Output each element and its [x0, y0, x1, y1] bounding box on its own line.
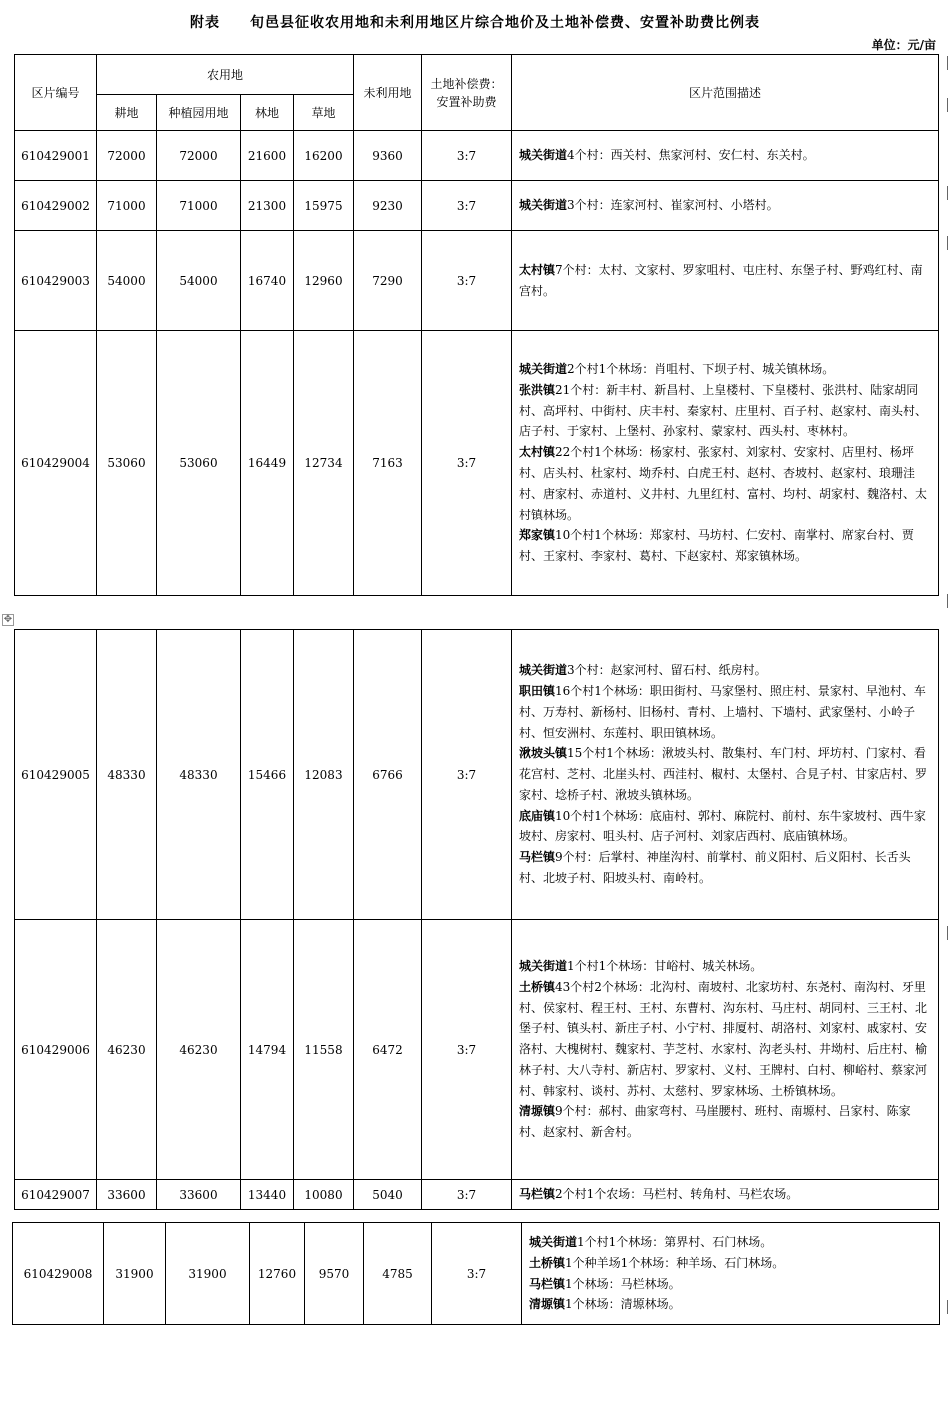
header-ratio: 土地补偿费：安置补助费 [422, 55, 512, 131]
town-villages: 4个村：西关村、焦家河村、安仁村、东关村。 [567, 148, 815, 163]
table-row [15, 630, 939, 920]
description-segment [529, 1253, 933, 1274]
description-segment [529, 1294, 933, 1315]
cultivated-value: 53060 [97, 331, 157, 596]
right-edge-mark [941, 594, 948, 608]
price-table-part-3 [12, 1222, 940, 1325]
cultivated-value: 33600 [97, 1180, 157, 1210]
ratio-value: 3:7 [432, 1223, 522, 1325]
ratio-value: 3:7 [422, 920, 512, 1180]
town-villages: 21个村：新丰村、新昌村、上皇楼村、下皇楼村、张洪村、陆家胡同村、高坪村、中街村、庆丰村、秦家村、庄里村、百子村、赵家村、南头村、店子村、于家村、上堡村、孙家村、蒙家村、西头村、枣林村。 [519, 382, 928, 439]
zone-description [512, 1180, 939, 1210]
right-edge-mark [941, 1300, 948, 1314]
town-name: 清塬镇 [529, 1297, 566, 1312]
forest-value: 14794 [241, 920, 294, 1180]
unused-value: 9360 [354, 131, 422, 181]
description-segment [519, 660, 932, 681]
ratio-value: 3:7 [422, 1180, 512, 1210]
town-villages: 22个村1个林场：杨家村、张家村、刘家村、安家村、店里村、杨坪村、店头村、杜家村、坳乔村、白虎王村、赵村、杏坡村、赵家村、琅珊洼村、唐家村、赤道村、义井村、九里红村、富村、均村、胡家村、魏洛村、太村镇林场。 [519, 445, 928, 522]
header-unused: 未利用地 [354, 55, 422, 131]
town-name: 太村镇 [519, 262, 556, 277]
unused-value: 6766 [354, 630, 422, 920]
table-row [15, 131, 939, 181]
description-segment [519, 359, 932, 380]
town-villages: 43个村2个林场：北沟村、南坡村、北家坊村、东尧村、南沟村、牙里村、侯家村、程王村、王村、东曹村、沟东村、马庄村、胡同村、三王村、北堡子村、镇头村、新庄子村、小宁村、排厦村、胡洛村、刘家村、戚家村、安洛村、大槐树村、魏家村、芋芝村、水家村、沟老头村、井坳村、后庄村、榆林子村、大八寺村、新店村、罗家村、义村、王牌村、白村、柳峪村、蔡家河村、韩家村、谈村、苏村、太慈村、罗家林场、土桥镇林场。 [519, 979, 928, 1098]
town-name: 太村镇 [519, 445, 556, 460]
forest-value: 15466 [241, 630, 294, 920]
town-villages: 1个林场：马栏林场。 [565, 1276, 681, 1291]
header-forest: 林地 [241, 95, 294, 131]
zone-code: 610429002 [15, 181, 97, 231]
town-name: 城关街道 [519, 362, 568, 377]
grass-value: 12734 [294, 331, 354, 596]
grass-value: 16200 [294, 131, 354, 181]
forest-value: 16449 [241, 331, 294, 596]
zone-description [522, 1223, 940, 1325]
unused-value: 7163 [354, 331, 422, 596]
header-agri-land: 农用地 [97, 55, 354, 95]
town-villages: 3个村：连家河村、崔家河村、小塔村。 [567, 198, 779, 213]
grass-value: 15975 [294, 181, 354, 231]
town-villages: 1个林场：清塬林场。 [565, 1297, 681, 1312]
right-edge-mark [941, 98, 948, 112]
town-name: 张洪镇 [519, 382, 556, 397]
grass-value: 12960 [294, 231, 354, 331]
table-row [15, 331, 939, 596]
ratio-value: 3:7 [422, 181, 512, 231]
ratio-value: 3:7 [422, 331, 512, 596]
town-villages: 1个种羊场1个林场：种羊场、石门林场。 [565, 1255, 785, 1270]
zone-description [512, 181, 939, 231]
right-edge-mark [941, 56, 948, 70]
right-edge-mark [941, 236, 948, 250]
zone-code: 610429006 [15, 920, 97, 1180]
zone-code: 610429008 [13, 1223, 104, 1325]
plantation-value: 48330 [157, 630, 241, 920]
town-name: 城关街道 [519, 198, 568, 213]
forest-value: 16740 [241, 231, 294, 331]
description-segment [519, 195, 932, 216]
town-name: 土桥镇 [529, 1255, 566, 1270]
description-segment [519, 1184, 932, 1205]
description-segment [519, 145, 932, 166]
description-segment [529, 1274, 933, 1295]
plantation-value: 72000 [157, 131, 241, 181]
grass-value: 12083 [294, 630, 354, 920]
description-segment [519, 847, 932, 889]
cultivated-value: 71000 [97, 181, 157, 231]
ratio-value: 3:7 [422, 131, 512, 181]
grass-value: 10080 [294, 1180, 354, 1210]
town-name: 土桥镇 [519, 979, 556, 994]
town-name: 职田镇 [519, 683, 556, 698]
table-row [15, 231, 939, 331]
header-cultivated: 耕地 [97, 95, 157, 131]
zone-description [512, 630, 939, 920]
cultivated-value: 31900 [104, 1223, 166, 1325]
town-name: 城关街道 [519, 148, 568, 163]
unit-label: 单位：元/亩 [871, 38, 936, 52]
town-name: 马栏镇 [529, 1276, 566, 1291]
unused-value: 6472 [354, 920, 422, 1180]
zone-description [512, 920, 939, 1180]
header-description: 区片范围描述 [512, 55, 939, 131]
town-villages: 1个村1个林场：甘峪村、城关林场。 [567, 958, 763, 973]
table-move-handle-icon[interactable]: ✥ [3, 614, 13, 625]
plantation-value: 71000 [157, 181, 241, 231]
grass-value: 11558 [294, 920, 354, 1180]
town-villages: 16个村1个林场：职田街村、马家堡村、照庄村、景家村、早池村、车村、万寿村、新杨村、旧杨村、青村、上墙村、下墙村、武家堡村、小岭子村、恒安洲村、东莲村、职田镇林场。 [519, 683, 926, 740]
zone-code: 610429001 [15, 131, 97, 181]
header-plantation: 种植园用地 [157, 95, 241, 131]
town-name: 城关街道 [529, 1234, 578, 1249]
plantation-value: 46230 [157, 920, 241, 1180]
town-villages: 15个村1个林场：湫坡头村、散集村、车门村、坪坊村、门家村、看花宫村、芝村、北崖头村、西洼村、椒村、太堡村、合見子村、甘家店村、罗家村、埝桥子村、湫坡头镇林场。 [519, 746, 928, 802]
town-villages: 2个村1个林场：肖咀村、下坝子村、城关镇林场。 [567, 362, 835, 377]
forest-value: 21300 [241, 181, 294, 231]
town-name: 马栏镇 [519, 1187, 556, 1202]
zone-description [512, 231, 939, 331]
plantation-value: 54000 [157, 231, 241, 331]
unused-value: 5040 [354, 1180, 422, 1210]
description-segment [529, 1232, 933, 1253]
town-villages: 10个村1个林场：底庙村、郭村、麻院村、前村、东牛家坡村、西牛家坡村、房家村、咀头村、店子河村、刘家店西村、底庙镇林场。 [519, 808, 926, 844]
description-segment [519, 956, 932, 977]
description-segment [519, 743, 932, 805]
unused-value: 9230 [354, 181, 422, 231]
plantation-value: 53060 [157, 331, 241, 596]
right-edge-mark [941, 926, 948, 940]
zone-code: 610429004 [15, 331, 97, 596]
description-segment [519, 380, 932, 442]
cultivated-value: 48330 [97, 630, 157, 920]
plantation-value: 31900 [166, 1223, 250, 1325]
ratio-value: 3:7 [422, 231, 512, 331]
description-segment [519, 681, 932, 743]
description-segment [519, 525, 932, 567]
town-name: 湫坡头镇 [519, 746, 568, 761]
description-segment [519, 442, 932, 525]
forest-value: 21600 [241, 131, 294, 181]
unused-value: 4785 [364, 1223, 432, 1325]
description-segment [519, 1101, 932, 1143]
ratio-value: 3:7 [422, 630, 512, 920]
zone-description [512, 331, 939, 596]
table-row [13, 1223, 940, 1325]
header-grass: 草地 [294, 95, 354, 131]
cultivated-value: 54000 [97, 231, 157, 331]
zone-code: 610429003 [15, 231, 97, 331]
forest-value: 13440 [241, 1180, 294, 1210]
town-name: 清塬镇 [519, 1104, 556, 1119]
description-segment [519, 260, 932, 302]
town-name: 马栏镇 [519, 850, 556, 865]
zone-code: 610429005 [15, 630, 97, 920]
header-zone-code: 区片编号 [15, 55, 97, 131]
description-segment [519, 977, 932, 1102]
description-segment [519, 806, 932, 848]
price-table-part-2 [14, 629, 939, 1210]
forest-value: 12760 [250, 1223, 305, 1325]
town-villages: 9个村：后掌村、神崖沟村、前掌村、前义阳村、后义阳村、长舌头村、北坡子村、阳坡头村、南岭村。 [519, 850, 911, 886]
page-title: 附表 旬邑县征收农用地和未利用地区片综合地价及土地补偿费、安置补助费比例表 [190, 15, 760, 31]
table-row [15, 181, 939, 231]
town-villages: 1个村1个林场：第界村、石门林场。 [577, 1234, 773, 1249]
table-row [15, 1180, 939, 1210]
unused-value: 7290 [354, 231, 422, 331]
town-villages: 7个村：太村、文家村、罗家咀村、屯庄村、东堡子村、野鸡红村、南宫村。 [519, 262, 923, 298]
right-edge-mark [941, 186, 948, 200]
town-name: 底庙镇 [519, 808, 556, 823]
zone-code: 610429007 [15, 1180, 97, 1210]
town-name: 城关街道 [519, 958, 568, 973]
plantation-value: 33600 [157, 1180, 241, 1210]
zone-description [512, 131, 939, 181]
table-row [15, 920, 939, 1180]
town-villages: 3个村：赵家河村、留石村、纸房村。 [567, 663, 767, 678]
price-table-part-1 [14, 54, 939, 596]
cultivated-value: 46230 [97, 920, 157, 1180]
grass-value: 9570 [305, 1223, 364, 1325]
cultivated-value: 72000 [97, 131, 157, 181]
town-name: 郑家镇 [519, 528, 556, 543]
town-villages: 10个村1个林场：郑家村、马坊村、仁安村、南掌村、席家台村、贾村、王家村、李家村、葛村、下赵家村、郑家镇林场。 [519, 528, 914, 564]
town-villages: 2个村1个农场：马栏村、转角村、马栏农场。 [555, 1187, 799, 1202]
town-villages: 9个村：郝村、曲家弯村、马崖腰村、班村、南塬村、吕家村、陈家村、赵家村、新舍村。 [519, 1104, 911, 1140]
town-name: 城关街道 [519, 663, 568, 678]
